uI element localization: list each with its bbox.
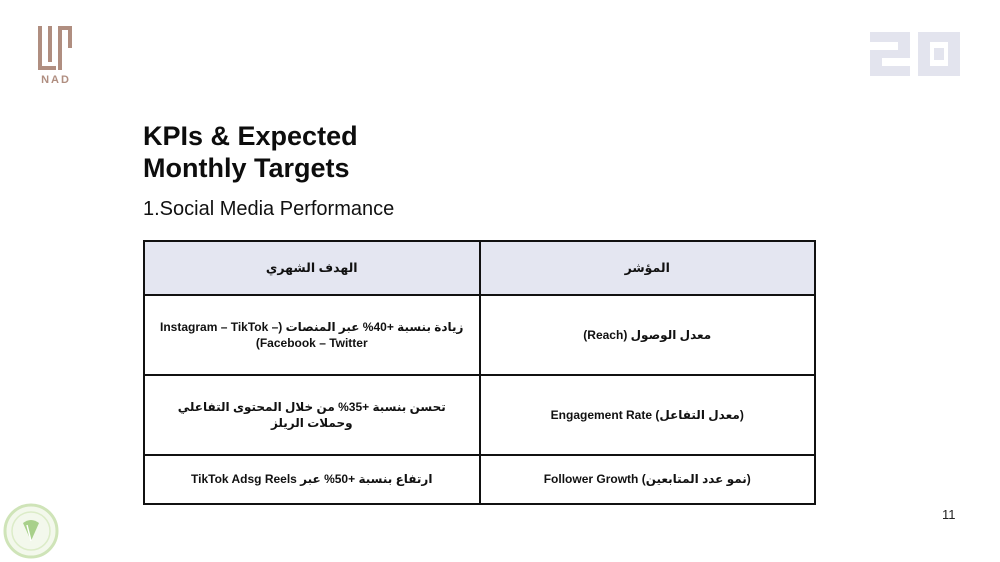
indicator-cell: Follower Growth (نمو عدد المتابعين) <box>480 455 816 504</box>
nad-logo <box>34 24 78 88</box>
nad-logo-mark <box>34 24 78 72</box>
decorative-20-mark <box>870 32 960 76</box>
indicator-cell: Engagement Rate (معدل التفاعل) <box>480 375 816 455</box>
section-subtitle: 1.Social Media Performance <box>143 198 395 220</box>
title-line-2: Monthly Targets <box>143 153 350 183</box>
table-row <box>144 375 815 455</box>
table-row <box>144 295 815 375</box>
indicator-cell: معدل الوصول (Reach) <box>480 295 816 375</box>
target-cell: زيادة بنسبة +40% عبر المنصات (– Instagram – TikTok Facebook – Twitter) <box>144 295 480 375</box>
page-number: 11 <box>942 507 956 522</box>
header-target: الهدف الشهري <box>144 241 480 295</box>
page-title <box>143 120 463 184</box>
table-header-row <box>144 241 815 295</box>
header-indicator: المؤشر <box>480 241 816 295</box>
title-line-1: KPIs & Expected <box>143 121 358 151</box>
target-cell: تحسن بنسبة +35% من خلال المحتوى التفاعلي وحملات الريلز <box>144 375 480 455</box>
table-row <box>144 455 815 504</box>
kpi-table <box>143 240 816 505</box>
logo-text: NAD <box>41 74 71 86</box>
watermark-badge-icon <box>3 503 59 559</box>
target-cell: ارتفاع بنسبة +50% عبر TikTok Adsg Reels <box>144 455 480 504</box>
